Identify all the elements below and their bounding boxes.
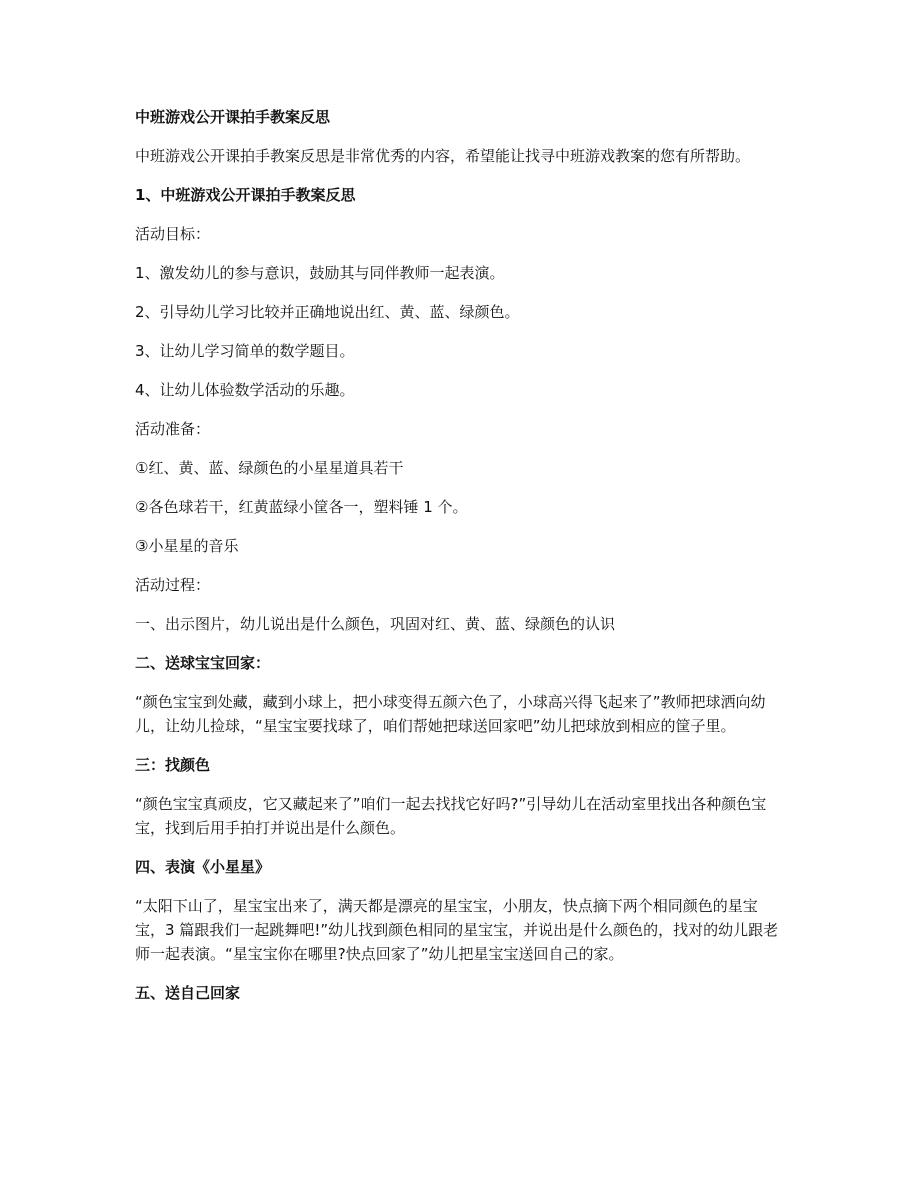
document-page (135, 105, 785, 1005)
process-heading: 活动过程： (135, 576, 211, 594)
goals-heading: 活动目标： (135, 225, 211, 243)
goal-item: 2、引导幼儿学习比较并正确地说出红、黄、蓝、绿颜色。 (135, 303, 520, 321)
intro-paragraph: 中班游戏公开课拍手教案反思是非常优秀的内容，希望能让找寻中班游戏教案的您有所帮助。 (135, 147, 751, 165)
section-heading-1: 1、中班游戏公开课拍手教案反思 (135, 186, 356, 204)
prep-item: ③小星星的音乐 (135, 537, 239, 555)
step-1: 一、出示图片，幼儿说出是什么颜色，巩固对红、黄、蓝、绿颜色的认识 (135, 615, 616, 633)
step-3-heading: 三：找颜色 (135, 756, 211, 774)
prep-heading: 活动准备： (135, 420, 211, 438)
document-title: 中班游戏公开课拍手教案反思 (135, 108, 331, 126)
goal-item: 1、激发幼儿的参与意识，鼓励其与同伴教师一起表演。 (135, 264, 505, 282)
prep-item: ①红、黄、蓝、绿颜色的小星星道具若干 (135, 459, 404, 477)
step-3-text: “颜色宝宝真顽皮，它又藏起来了”咱们一起去找找它好吗?”引导幼儿在活动室里找出各种颜色宝宝，找到后用手拍打并说出是什么颜色。 (135, 795, 767, 837)
prep-item: ②各色球若干，红黄蓝绿小筐各一，塑料锤 1 个。 (135, 498, 468, 516)
step-4-text: “太阳下山了，星宝宝出来了，满天都是漂亮的星宝宝，小朋友，快点摘下两个相同颜色的星宝宝，3 篇跟我们一起跳舞吧!”幼儿找到颜色相同的星宝宝，并说出是什么颜色的，找对的幼儿跟老师一起表演。“星宝宝你在哪里?快点回家了”幼儿把星宝宝送回自己的家。 (135, 897, 779, 963)
goal-item: 4、让幼儿体验数学活动的乐趣。 (135, 381, 355, 399)
step-5-heading: 五、送自己回家 (135, 984, 241, 1002)
step-2-text: “颜色宝宝到处藏，藏到小球上，把小球变得五颜六色了，小球高兴得飞起来了”教师把球洒向幼儿，让幼儿捡球，“星宝宝要找球了，咱们帮她把球送回家吧”幼儿把球放到相应的筐子里。 (135, 693, 766, 735)
step-2-heading: 二、送球宝宝回家： (135, 654, 271, 672)
goal-item: 3、让幼儿学习简单的数学题目。 (135, 342, 355, 360)
step-4-heading: 四、表演《小星星》 (135, 858, 271, 876)
